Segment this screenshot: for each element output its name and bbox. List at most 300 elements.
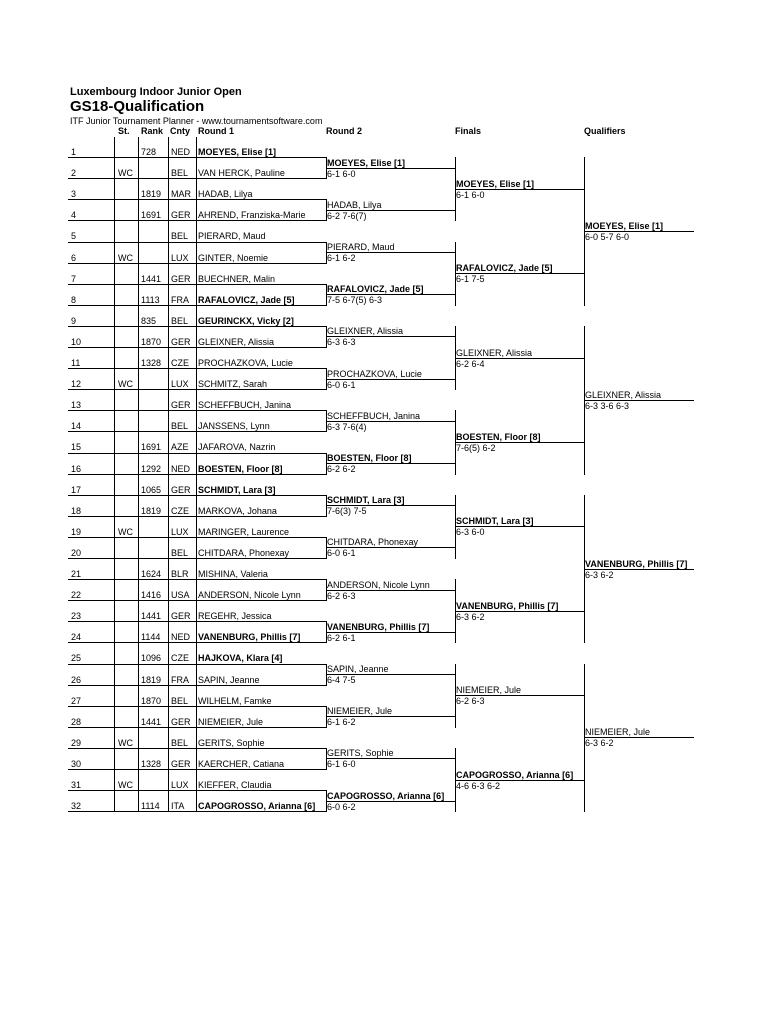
entry-player-name: HADAB, Lilya <box>198 189 253 200</box>
entry-position: 26 <box>71 674 82 685</box>
column-separator <box>138 432 139 453</box>
column-separator <box>114 580 115 601</box>
finals-winner-name: BOESTEN, Floor [8] <box>456 431 541 442</box>
entry-position: 24 <box>71 632 82 643</box>
finals-score: 6-2 6-4 <box>456 358 485 369</box>
finals-winner-name: RAFALOVICZ, Jade [5] <box>456 263 553 274</box>
column-separator <box>114 285 115 306</box>
round2-winner-name: MOEYES, Elise [1] <box>327 157 406 168</box>
column-separator <box>168 264 169 285</box>
column-separator <box>196 770 197 791</box>
column-separator <box>196 686 197 707</box>
entry-status: WC <box>118 526 133 537</box>
column-separator <box>168 432 169 453</box>
entry-row <box>0 770 768 791</box>
column-separator <box>196 475 197 496</box>
column-separator <box>196 707 197 728</box>
entry-country: BEL <box>171 737 189 748</box>
entry-country: GER <box>171 210 191 221</box>
entry-row <box>0 686 768 707</box>
column-separator <box>196 158 197 179</box>
entry-player-name: SCHMITZ, Sarah <box>198 379 268 390</box>
column-separator <box>114 179 115 200</box>
entry-rank: 1416 <box>141 590 162 601</box>
column-separator <box>138 580 139 601</box>
column-separator <box>138 243 139 264</box>
entry-player-name: MISHINA, Valeria <box>198 569 268 579</box>
column-separator <box>138 643 139 664</box>
column-separator <box>168 496 169 517</box>
qualifiers-score: 6-3 6-2 <box>585 569 614 580</box>
finals-score: 6-2 6-3 <box>456 696 485 707</box>
round2-winner-name: CHITDARA, Phonexay <box>327 537 419 548</box>
entry-status: WC <box>118 168 133 179</box>
col-header-round1: Round 1 <box>198 126 234 136</box>
entry-country: NED <box>171 463 191 474</box>
column-separator <box>168 707 169 728</box>
column-separator <box>138 390 139 411</box>
column-separator <box>114 622 115 643</box>
entry-player-name: VANENBURG, Phillis [7] <box>198 632 301 643</box>
column-separator <box>114 517 115 538</box>
column-separator <box>196 665 197 686</box>
entry-position: 7 <box>71 273 77 284</box>
column-separator <box>196 538 197 559</box>
entry-country: GER <box>171 758 191 769</box>
column-separator <box>168 749 169 770</box>
column-separator <box>114 475 115 496</box>
entry-position: 8 <box>71 294 77 305</box>
round2-score: 6-4 7-5 <box>327 675 356 686</box>
entry-country: BLR <box>171 569 189 579</box>
entry-position: 18 <box>71 505 82 516</box>
column-separator <box>168 601 169 622</box>
column-separator <box>168 390 169 411</box>
entry-rank: 1292 <box>141 463 162 474</box>
entry-rank: 728 <box>141 147 157 157</box>
col-header-cnty: Cnty <box>170 126 190 136</box>
col-header-round2: Round 2 <box>326 126 362 136</box>
entry-player-name: WILHELM, Famke <box>198 695 272 706</box>
column-separator <box>168 348 169 369</box>
column-separator <box>168 665 169 686</box>
entry-player-name: GEURINCKX, Vicky [2] <box>198 315 294 326</box>
entry-player-name: HAJKOVA, Klara [4] <box>198 653 283 664</box>
col-header-st: St. <box>118 126 130 136</box>
entry-player-name: GINTER, Noemie <box>198 252 269 263</box>
column-separator <box>138 411 139 432</box>
column-separator <box>168 306 169 327</box>
entry-country: GER <box>171 611 191 622</box>
column-separator <box>196 432 197 453</box>
entry-position: 4 <box>71 210 77 221</box>
qualifiers-score: 6-3 3-6 6-3 <box>585 400 630 411</box>
entry-rank: 1441 <box>141 611 162 622</box>
round2-winner-name: SCHEFFBUCH, Janina <box>327 410 421 421</box>
entry-country: BEL <box>171 315 189 326</box>
finals-score: 6-1 7-5 <box>456 274 485 285</box>
column-separator <box>138 686 139 707</box>
column-separator <box>196 454 197 475</box>
column-separator <box>138 770 139 791</box>
round2-score: 6-0 6-2 <box>327 801 356 812</box>
entry-player-name: VAN HERCK, Pauline <box>198 168 285 179</box>
round2-winner-name: RAFALOVICZ, Jade [5] <box>327 284 424 295</box>
entry-country: GER <box>171 400 191 411</box>
qualifiers-score: 6-3 6-2 <box>585 738 614 749</box>
entry-status: WC <box>118 737 133 748</box>
column-separator <box>114 496 115 517</box>
column-separator <box>196 411 197 432</box>
column-separator <box>168 200 169 221</box>
round2-winner-name: SCHMIDT, Lara [3] <box>327 495 405 506</box>
entry-rank: 1114 <box>141 801 160 812</box>
entry-position: 23 <box>71 611 82 622</box>
col-header-qualifiers: Qualifiers <box>584 126 626 136</box>
entry-player-name: NIEMEIER, Jule <box>198 716 264 727</box>
column-separator <box>138 454 139 475</box>
entry-row <box>0 306 768 327</box>
finals-winner-name: MOEYES, Elise [1] <box>456 178 535 189</box>
entry-country: LUX <box>171 780 189 790</box>
entry-rank: 1819 <box>141 505 162 516</box>
finals-winner-name: CAPOGROSSO, Arianna [6] <box>456 769 574 780</box>
entry-row <box>0 475 768 496</box>
entry-position: 29 <box>71 737 82 748</box>
entry-position: 11 <box>71 358 81 368</box>
column-separator <box>168 137 169 158</box>
entry-player-name: PROCHAZKOVA, Lucie <box>198 358 293 368</box>
column-separator <box>138 622 139 643</box>
column-separator <box>168 580 169 601</box>
entry-player-name: KIEFFER, Claudia <box>198 780 272 790</box>
column-separator <box>138 369 139 390</box>
round2-score: 6-1 6-2 <box>327 253 356 264</box>
entry-position: 20 <box>71 547 82 558</box>
entry-country: FRA <box>171 294 189 305</box>
column-separator <box>168 686 169 707</box>
entry-rank: 1096 <box>141 653 162 664</box>
entry-player-name: RAFALOVICZ, Jade [5] <box>198 294 295 305</box>
column-separator <box>196 348 197 369</box>
qualifiers-score: 6-0 5-7 6-0 <box>585 231 630 242</box>
entry-row <box>0 643 768 664</box>
entry-row <box>0 601 768 622</box>
entry-country: MAR <box>171 189 191 200</box>
finals-score: 6-3 6-0 <box>456 527 485 538</box>
entry-country: USA <box>171 590 190 601</box>
round2-winner-name: BOESTEN, Floor [8] <box>327 453 412 464</box>
column-separator <box>138 137 139 158</box>
column-separator <box>196 327 197 348</box>
finals-score: 6-3 6-2 <box>456 611 485 622</box>
entry-player-name: PIERARD, Maud <box>198 231 266 242</box>
entry-row <box>0 348 768 369</box>
column-separator <box>168 285 169 306</box>
column-separator <box>196 285 197 306</box>
column-separator <box>138 538 139 559</box>
qualifiers-winner-name: NIEMEIER, Jule <box>585 727 651 738</box>
entry-country: CZE <box>171 505 189 516</box>
entry-row <box>0 264 768 285</box>
column-separator <box>196 221 197 242</box>
entry-status: WC <box>118 252 133 263</box>
column-separator <box>168 327 169 348</box>
column-separator <box>196 580 197 601</box>
column-separator <box>138 200 139 221</box>
entry-country: BEL <box>171 421 189 432</box>
column-separator <box>114 538 115 559</box>
column-separator <box>196 622 197 643</box>
entry-player-name: JANSSENS, Lynn <box>198 421 270 432</box>
entry-rank: 1065 <box>141 484 162 495</box>
entry-position: 13 <box>71 400 82 411</box>
col-header-finals: Finals <box>455 126 482 136</box>
round2-winner-name: NIEMEIER, Jule <box>327 706 393 717</box>
column-separator <box>196 517 197 538</box>
column-separator <box>196 496 197 517</box>
entry-country: ITA <box>171 801 185 812</box>
round2-score: 6-3 7-6(4) <box>327 421 367 432</box>
column-separator <box>114 200 115 221</box>
column-separator <box>114 686 115 707</box>
entry-position: 1 <box>71 147 77 157</box>
finals-score: 4-6 6-3 6-2 <box>456 780 501 791</box>
column-separator <box>138 496 139 517</box>
round2-winner-name: GERITS, Sophie <box>327 748 394 759</box>
column-separator <box>168 728 169 749</box>
column-separator <box>168 454 169 475</box>
entry-row <box>0 137 768 158</box>
round2-score: 7-5 6-7(5) 6-3 <box>327 295 383 306</box>
entry-country: NED <box>171 147 191 157</box>
entry-rank: 835 <box>141 315 157 326</box>
entry-country: BEL <box>171 695 189 706</box>
column-separator <box>196 601 197 622</box>
round2-score: 6-0 6-1 <box>327 379 356 390</box>
column-separator <box>168 538 169 559</box>
round2-winner-name: ANDERSON, Nicole Lynn <box>327 579 430 590</box>
column-separator <box>138 601 139 622</box>
entry-position: 9 <box>71 315 77 326</box>
entry-rank: 1691 <box>141 442 162 453</box>
entry-player-name: BOESTEN, Floor [8] <box>198 463 283 474</box>
column-separator <box>168 243 169 264</box>
column-separator <box>196 791 197 812</box>
column-separator <box>114 264 115 285</box>
column-separator <box>168 770 169 791</box>
entry-country: BEL <box>171 547 189 558</box>
column-separator <box>138 348 139 369</box>
entry-player-name: MARINGER, Laurence <box>198 526 290 537</box>
finals-winner-name: GLEIXNER, Alissia <box>456 347 533 358</box>
entry-rank: 1819 <box>141 674 162 685</box>
round2-score: 6-1 6-0 <box>327 168 356 179</box>
column-separator <box>138 749 139 770</box>
column-separator <box>114 306 115 327</box>
column-separator <box>196 369 197 390</box>
column-separator <box>168 411 169 432</box>
entry-status: WC <box>118 379 133 390</box>
entry-position: 3 <box>71 189 77 200</box>
finals-winner-name: VANENBURG, Phillis [7] <box>456 600 559 611</box>
finals-winner-name: SCHMIDT, Lara [3] <box>456 516 534 527</box>
entry-rank: 1144 <box>141 632 161 643</box>
column-separator <box>114 454 115 475</box>
column-separator <box>138 665 139 686</box>
column-separator <box>196 728 197 749</box>
round2-score: 6-2 7-6(7) <box>327 210 367 221</box>
column-separator <box>114 728 115 749</box>
entry-underline <box>68 811 326 812</box>
round2-score: 6-3 6-3 <box>327 337 356 348</box>
round2-winner-name: CAPOGROSSO, Arianna [6] <box>327 790 445 801</box>
column-separator <box>168 622 169 643</box>
entry-position: 16 <box>71 463 82 474</box>
column-separator <box>196 264 197 285</box>
column-separator <box>114 411 115 432</box>
entry-rank: 1870 <box>141 336 162 347</box>
entry-position: 2 <box>71 168 77 179</box>
column-separator <box>196 179 197 200</box>
entry-country: CZE <box>171 653 189 664</box>
column-separator <box>138 327 139 348</box>
entry-player-name: SAPIN, Jeanne <box>198 674 260 685</box>
entry-country: LUX <box>171 526 189 537</box>
entry-player-name: AHREND, Franziska-Marie <box>198 210 306 221</box>
entry-country: AZE <box>171 442 189 453</box>
entry-rank: 1624 <box>141 569 162 579</box>
column-separator <box>138 475 139 496</box>
entry-rank: 1819 <box>141 189 162 200</box>
column-separator <box>196 137 197 158</box>
column-separator <box>138 517 139 538</box>
qualifiers-winner-name: GLEIXNER, Alissia <box>585 389 662 400</box>
column-separator <box>114 390 115 411</box>
entry-country: BEL <box>171 231 189 242</box>
entry-position: 28 <box>71 716 82 727</box>
entry-position: 22 <box>71 590 82 601</box>
entry-country: LUX <box>171 252 189 263</box>
round2-score: 6-1 6-2 <box>327 717 356 728</box>
column-separator <box>196 643 197 664</box>
entry-rank: 1691 <box>141 210 162 221</box>
entry-position: 14 <box>71 421 82 432</box>
round2-score: 6-1 6-0 <box>327 759 356 770</box>
column-separator <box>168 517 169 538</box>
column-separator <box>196 390 197 411</box>
column-separator <box>196 243 197 264</box>
entry-position: 17 <box>71 484 82 495</box>
round2-score: 6-2 6-1 <box>327 632 356 643</box>
entry-rank: 1328 <box>141 358 162 368</box>
round2-score: 6-2 6-3 <box>327 590 356 601</box>
entry-player-name: GLEIXNER, Alissia <box>198 336 275 347</box>
column-separator <box>114 749 115 770</box>
round2-score: 6-0 6-1 <box>327 548 356 559</box>
entry-position: 12 <box>71 379 82 390</box>
entry-country: CZE <box>171 358 189 368</box>
entry-player-name: CHITDARA, Phonexay <box>198 547 290 558</box>
entry-row <box>0 432 768 453</box>
entry-player-name: REGEHR, Jessica <box>198 611 272 622</box>
finals-winner-name: NIEMEIER, Jule <box>456 685 522 696</box>
entry-position: 31 <box>71 780 82 790</box>
entry-position: 25 <box>71 653 82 664</box>
column-separator <box>168 369 169 390</box>
entry-player-name: SCHMIDT, Lara [3] <box>198 484 276 495</box>
qualifiers-winner-name: VANENBURG, Phillis [7] <box>585 558 688 569</box>
column-separator <box>114 327 115 348</box>
entry-country: FRA <box>171 674 189 685</box>
entry-rank: 1328 <box>141 758 162 769</box>
entry-position: 19 <box>71 526 82 537</box>
round2-winner-name: PROCHAZKOVA, Lucie <box>327 368 422 379</box>
tournament-title: Luxembourg Indoor Junior Open <box>70 86 242 98</box>
round2-winner-name: VANENBURG, Phillis [7] <box>327 621 430 632</box>
event-title: GS18-Qualification <box>70 98 205 115</box>
column-separator <box>168 475 169 496</box>
column-separator <box>114 158 115 179</box>
qualifiers-winner-name: MOEYES, Elise [1] <box>585 220 664 231</box>
column-separator <box>114 221 115 242</box>
entry-country: LUX <box>171 379 189 390</box>
column-separator <box>114 137 115 158</box>
entry-position: 30 <box>71 758 82 769</box>
entry-position: 10 <box>71 336 82 347</box>
entry-country: NED <box>171 632 191 643</box>
column-separator <box>196 749 197 770</box>
entry-player-name: MARKOVA, Johana <box>198 505 277 516</box>
entry-country: GER <box>171 484 191 495</box>
round2-winner-name: PIERARD, Maud <box>327 242 395 253</box>
entry-player-name: MOEYES, Elise [1] <box>198 147 277 157</box>
col-header-rank: Rank <box>141 126 164 136</box>
column-separator <box>168 179 169 200</box>
column-separator <box>196 559 197 580</box>
entry-row <box>0 517 768 538</box>
column-separator <box>114 559 115 580</box>
round2-winner-name: GLEIXNER, Alissia <box>327 326 404 337</box>
column-separator <box>114 791 115 812</box>
column-separator <box>138 158 139 179</box>
round2-score: 7-6(3) 7-5 <box>327 506 367 517</box>
column-separator <box>114 348 115 369</box>
column-separator <box>114 643 115 664</box>
column-separator <box>114 243 115 264</box>
column-separator <box>168 791 169 812</box>
entry-player-name: SCHEFFBUCH, Janina <box>198 400 292 411</box>
column-separator <box>114 707 115 728</box>
column-separator <box>196 200 197 221</box>
entry-rank: 1441 <box>141 716 162 727</box>
entry-rank: 1113 <box>141 294 160 305</box>
column-separator <box>138 221 139 242</box>
entry-player-name: BUECHNER, Malin <box>198 273 276 284</box>
column-separator <box>114 369 115 390</box>
entry-position: 27 <box>71 695 82 706</box>
column-separator <box>168 643 169 664</box>
entry-country: BEL <box>171 168 189 179</box>
entry-position: 15 <box>71 442 82 453</box>
round2-winner-name: SAPIN, Jeanne <box>327 664 389 675</box>
round2-score: 6-2 6-2 <box>327 464 356 475</box>
entry-rank: 1441 <box>141 273 162 284</box>
entry-position: 5 <box>71 231 77 242</box>
entry-position: 32 <box>71 801 82 812</box>
entry-position: 21 <box>71 569 82 579</box>
planner-credit: ITF Junior Tournament Planner - www.tournamentsoftware.com <box>70 116 323 126</box>
